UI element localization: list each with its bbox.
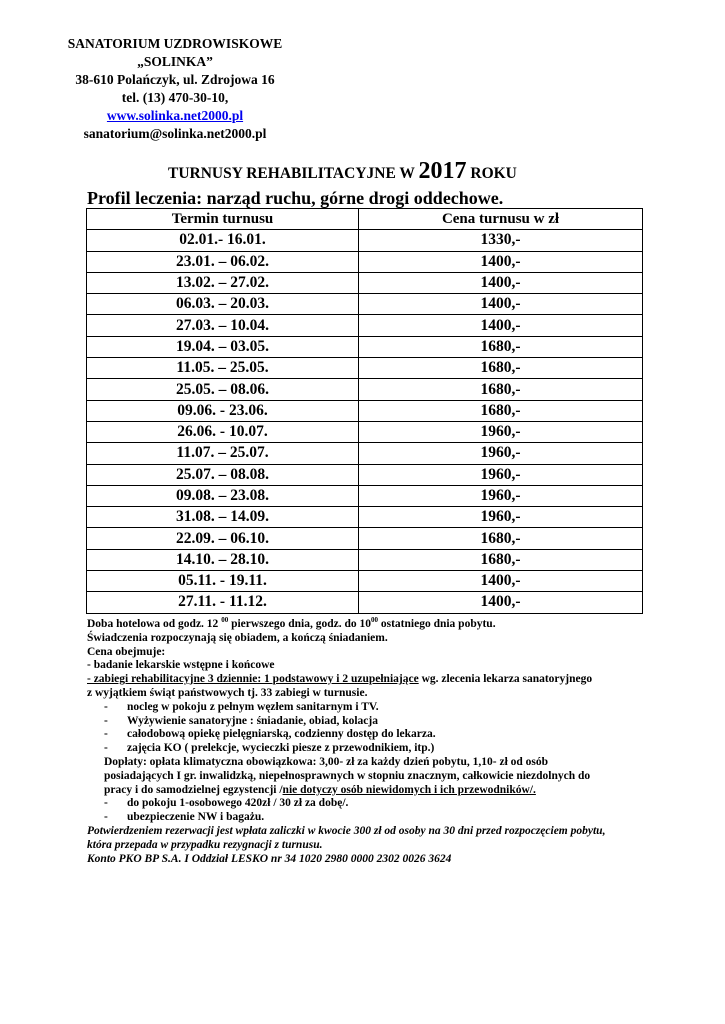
price-cell: 1680,- (359, 528, 643, 549)
price-cell: 1400,- (359, 315, 643, 336)
table-row (87, 336, 643, 357)
services-note: Świadczenia rozpoczynają się obiadem, a kończą śniadaniem. (87, 631, 388, 644)
price-cell: 1400,- (359, 251, 643, 272)
price-cell: 1960,- (359, 443, 643, 464)
term-cell: 27.03. – 10.04. (87, 315, 359, 336)
term-cell: 31.08. – 14.09. (87, 507, 359, 528)
term-cell: 19.04. – 03.05. (87, 336, 359, 357)
price-cell: 1680,- (359, 549, 643, 570)
surcharges-line: Dopłaty: opłata klimatyczna obowiązkowa: 3,00- zł za każdy dzień pobytu, 1,10- zł od osób (104, 755, 549, 768)
table-row (87, 507, 643, 528)
sanatorium-email: sanatorium@solinka.net2000.pl (83, 126, 267, 141)
table-row (87, 464, 643, 485)
website-link[interactable]: www.solinka.net2000.pl (106, 108, 244, 123)
list-item: - Wyżywienie sanatoryjne : śniadanie, obiad, kolacja (87, 715, 687, 729)
price-cell: 1960,- (359, 464, 643, 485)
surcharges-line: posiadających I gr. inwalidzką, niepełnosprawnych w stopniu znacznym, całkowicie niezdolnych do (104, 769, 591, 782)
term-cell: 27.11. - 11.12. (87, 592, 359, 613)
term-cell: 25.05. – 08.06. (87, 379, 359, 400)
table-row (87, 294, 643, 315)
price-includes-heading: Cena obejmuje: (87, 645, 166, 658)
price-cell: 1400,- (359, 592, 643, 613)
sanatorium-address: 38-610 Polańczyk, ul. Zdrojowa 16 (75, 72, 275, 87)
title-year: 2017 (418, 158, 467, 184)
term-cell: 25.07. – 08.08. (87, 464, 359, 485)
table-header-row (87, 209, 643, 230)
term-cell: 02.01.- 16.01. (87, 230, 359, 251)
sanatorium-brand: „SOLINKA” (137, 54, 213, 69)
surcharges-line: pracy i do samodzielnej egzystencji /nie dotyczy osób niewidomych i ich przewodników/. (104, 783, 536, 796)
price-cell: 1680,- (359, 358, 643, 379)
schedule-table (86, 208, 643, 614)
table-row (87, 230, 643, 251)
term-cell: 23.01. – 06.02. (87, 251, 359, 272)
table-row (87, 443, 643, 464)
term-cell: 11.05. – 25.05. (87, 358, 359, 379)
reservation-note: Potwierdzeniem rezerwacji jest wpłata zaliczki w kwocie 300 zł od osoby na 30 dni przed rozpoczęciem pobytu, (87, 824, 606, 837)
reservation-note-cont: która przepada w przypadku rezygnacji z turnusu. (87, 838, 323, 851)
list-item: - całodobową opiekę pielęgniarską, codzienny dostęp do lekarza. (87, 728, 687, 742)
term-cell: 11.07. – 25.07. (87, 443, 359, 464)
price-cell: 1400,- (359, 571, 643, 592)
bank-account: Konto PKO BP S.A. I Oddział LESKO nr 34 1020 2980 0000 2302 0026 3624 (87, 852, 452, 865)
term-cell: 26.06. - 10.07. (87, 421, 359, 442)
terms-notes (87, 614, 687, 866)
price-cell: 1680,- (359, 336, 643, 357)
table-row (87, 251, 643, 272)
term-cell: 06.03. – 20.03. (87, 294, 359, 315)
price-cell: 1330,- (359, 230, 643, 251)
term-cell: 05.11. - 19.11. (87, 571, 359, 592)
term-cell: 09.08. – 23.08. (87, 485, 359, 506)
treatments-item: - zabiegi rehabilitacyjne 3 dziennie: 1 podstawowy i 2 uzupełniające wg. zlecenia lekarza sanatoryjnego (87, 673, 593, 686)
term-cell: 09.06. - 23.06. (87, 400, 359, 421)
term-cell: 14.10. – 28.10. (87, 549, 359, 570)
price-cell: 1960,- (359, 421, 643, 442)
hotel-day-note: Doba hotelowa od godz. 12 $^{00}$ pierwszego dnia, godz. do $10^{00}$ ostatniego dnia pobytu. (87, 616, 496, 630)
term-cell: 13.02. – 27.02. (87, 272, 359, 293)
table-row (87, 571, 643, 592)
table-row (87, 549, 643, 570)
treatments-item-cont: z wyjątkiem świąt państwowych tj. 33 zabiegi w turnusie. (87, 686, 368, 699)
table-row (87, 592, 643, 613)
price-cell: 1400,- (359, 272, 643, 293)
price-cell: 1680,- (359, 379, 643, 400)
page-title (168, 158, 517, 185)
sanatorium-phone: tel. (13) 470-30-10, (121, 90, 229, 105)
column-header-price: Cena turnusu w zł (359, 209, 643, 230)
table-row (87, 400, 643, 421)
list-item: - zajęcia KO ( prelekcje, wycieczki piesze z przewodnikiem, itp.) (87, 742, 687, 756)
list-item: - ubezpieczenie NW i bagażu. (87, 811, 687, 825)
table-row (87, 485, 643, 506)
list-item: - nocleg w pokoju z pełnym węzłem sanitarnym i TV. (87, 701, 687, 715)
table-row (87, 272, 643, 293)
table-row (87, 379, 643, 400)
column-header-term: Termin turnusu (87, 209, 359, 230)
price-cell: 1680,- (359, 400, 643, 421)
sanatorium-header (40, 35, 310, 143)
price-cell: 1960,- (359, 507, 643, 528)
list-item: - do pokoju 1-osobowego 420zł / 30 zł za dobę/. (87, 797, 687, 811)
price-cell: 1960,- (359, 485, 643, 506)
treatment-profile: Profil leczenia: narząd ruchu, górne drogi oddechowe. (87, 188, 504, 208)
title-prefix: TURNUSY REHABILITACYJNE W (168, 165, 415, 182)
term-cell: 22.09. – 06.10. (87, 528, 359, 549)
table-row (87, 421, 643, 442)
sanatorium-name: SANATORIUM UZDROWISKOWE (67, 36, 283, 51)
table-row (87, 528, 643, 549)
price-cell: 1400,- (359, 294, 643, 315)
table-row (87, 358, 643, 379)
title-suffix: ROKU (470, 165, 517, 182)
table-row (87, 315, 643, 336)
exam-item: - badanie lekarskie wstępne i końcowe (87, 659, 275, 672)
